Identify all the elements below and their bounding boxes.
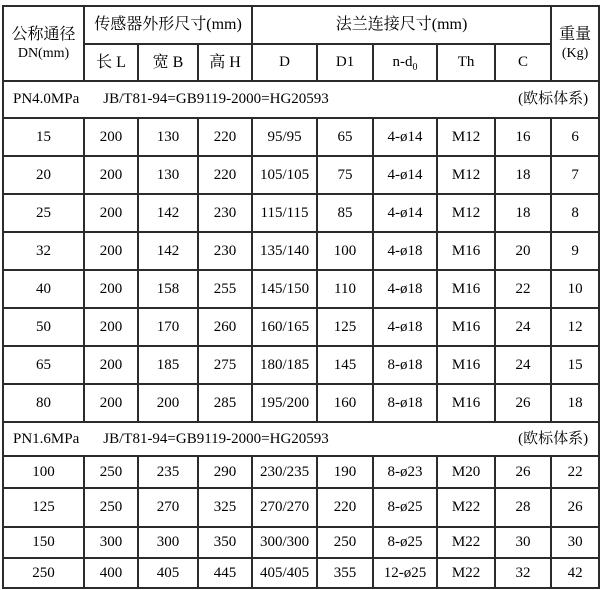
table-cell: 32 (3, 232, 84, 270)
table-row (3, 232, 599, 270)
table-cell: 290 (198, 456, 252, 488)
table-body (3, 81, 599, 588)
table-cell: 8-ø18 (373, 384, 437, 422)
table-cell: 170 (138, 308, 198, 346)
table-cell: 150 (3, 527, 84, 558)
table-cell: 4-ø18 (373, 308, 437, 346)
table-cell: M16 (437, 384, 495, 422)
table-cell: 235 (138, 456, 198, 488)
table-cell: 42 (551, 558, 599, 588)
table-row (3, 346, 599, 384)
col-header-d: D (252, 44, 317, 81)
table-cell: 405/405 (252, 558, 317, 588)
table-cell: 15 (551, 346, 599, 384)
table-cell: 8-ø25 (373, 527, 437, 558)
table-cell: 200 (84, 308, 138, 346)
table-cell: 405 (138, 558, 198, 588)
col-header-weight (551, 6, 599, 81)
table-cell: 4-ø18 (373, 270, 437, 308)
table-cell: 158 (138, 270, 198, 308)
table-cell: 28 (495, 488, 551, 527)
table-cell: 18 (495, 156, 551, 194)
table-cell: 200 (138, 384, 198, 422)
col-header-dn-line2: DN(mm) (17, 45, 70, 61)
table-cell: 400 (84, 558, 138, 588)
col-header-weight-line1: 重量 (559, 25, 592, 43)
table-cell: 230 (198, 232, 252, 270)
table-cell: 7 (551, 156, 599, 194)
table-cell: 115/115 (252, 194, 317, 232)
table-cell: 130 (138, 118, 198, 156)
table-cell: 355 (317, 558, 373, 588)
table-cell: 200 (84, 118, 138, 156)
col-header-dn-line1: 公称通径 (11, 25, 76, 43)
table-cell: 24 (495, 308, 551, 346)
table-cell: M16 (437, 270, 495, 308)
table-cell: 50 (3, 308, 84, 346)
table-cell: 135/140 (252, 232, 317, 270)
table-cell: 275 (198, 346, 252, 384)
col-group-sensor: 传感器外形尺寸(mm) (84, 6, 252, 44)
table-row (3, 456, 599, 488)
table-cell: 300/300 (252, 527, 317, 558)
table-cell: 350 (198, 527, 252, 558)
section-cell (3, 81, 599, 118)
table-cell: 8 (551, 194, 599, 232)
col-header-height: 高 H (198, 44, 252, 81)
table-cell: 100 (317, 232, 373, 270)
table-cell: 200 (84, 384, 138, 422)
spec-table (2, 5, 600, 589)
table-cell: 325 (198, 488, 252, 527)
table-cell: 220 (317, 488, 373, 527)
standard-system-note: (欧标体系) (518, 430, 589, 447)
table-cell: 8-ø25 (373, 488, 437, 527)
table-cell: 195/200 (252, 384, 317, 422)
table-row (3, 488, 599, 527)
table-cell: 145/150 (252, 270, 317, 308)
table-cell: 160/165 (252, 308, 317, 346)
table-cell: 445 (198, 558, 252, 588)
table-row (3, 527, 599, 558)
table-header (3, 6, 599, 81)
table-cell: 85 (317, 194, 373, 232)
table-cell: 12 (551, 308, 599, 346)
table-row (3, 270, 599, 308)
table-cell: 26 (551, 488, 599, 527)
table-cell: 285 (198, 384, 252, 422)
table-cell: 105/105 (252, 156, 317, 194)
table-cell: 18 (495, 194, 551, 232)
table-cell: 220 (198, 118, 252, 156)
table-cell: 200 (84, 270, 138, 308)
table-cell: 22 (495, 270, 551, 308)
table-cell: 260 (198, 308, 252, 346)
table-cell: 6 (551, 118, 599, 156)
section-row (3, 422, 599, 456)
table-cell: 4-ø14 (373, 156, 437, 194)
col-header-dn (3, 6, 84, 81)
table-cell: 200 (84, 346, 138, 384)
table-cell: 8-ø18 (373, 346, 437, 384)
table-cell: M22 (437, 527, 495, 558)
table-cell: 145 (317, 346, 373, 384)
table-row (3, 194, 599, 232)
table-cell: 22 (551, 456, 599, 488)
table-cell: 190 (317, 456, 373, 488)
table-cell: 4-ø14 (373, 194, 437, 232)
table-cell: M16 (437, 232, 495, 270)
table-cell: 40 (3, 270, 84, 308)
table-cell: 4-ø18 (373, 232, 437, 270)
table-cell: 15 (3, 118, 84, 156)
table-row (3, 156, 599, 194)
table-cell: 160 (317, 384, 373, 422)
table-cell: 95/95 (252, 118, 317, 156)
table-cell: 250 (317, 527, 373, 558)
col-header-d1: D1 (317, 44, 373, 81)
table-cell: M12 (437, 194, 495, 232)
table-cell: 230/235 (252, 456, 317, 488)
table-cell: 100 (3, 456, 84, 488)
table-row (3, 558, 599, 588)
table-cell: 20 (3, 156, 84, 194)
table-cell: 75 (317, 156, 373, 194)
table-cell: 65 (317, 118, 373, 156)
table-cell: 250 (3, 558, 84, 588)
header-row-columns (3, 44, 599, 81)
col-header-c: C (495, 44, 551, 81)
table-cell: 250 (84, 456, 138, 488)
table-cell: 200 (84, 156, 138, 194)
flange-standard-label: JB/T81-94=GB9119-2000=HG20593 (103, 91, 329, 108)
table-cell: 24 (495, 346, 551, 384)
table-cell: 250 (84, 488, 138, 527)
section-row (3, 81, 599, 118)
table-cell: 110 (317, 270, 373, 308)
col-header-nd0: $n-d_0$ (373, 44, 437, 81)
table-cell: 25 (3, 194, 84, 232)
table-cell: M20 (437, 456, 495, 488)
table-cell: M22 (437, 488, 495, 527)
table-cell: 9 (551, 232, 599, 270)
table-cell: 125 (3, 488, 84, 527)
table-cell: 185 (138, 346, 198, 384)
table-cell: 270/270 (252, 488, 317, 527)
table-cell: M12 (437, 118, 495, 156)
table-cell: 130 (138, 156, 198, 194)
table-cell: 26 (495, 456, 551, 488)
table-row (3, 384, 599, 422)
table-cell: 200 (84, 194, 138, 232)
table-cell: 200 (84, 232, 138, 270)
col-header-width: 宽 B (138, 44, 198, 81)
table-cell: 142 (138, 194, 198, 232)
table-cell: 220 (198, 156, 252, 194)
table-cell: 300 (138, 527, 198, 558)
table-cell: 65 (3, 346, 84, 384)
section-cell (3, 422, 599, 456)
table-cell: 180/185 (252, 346, 317, 384)
table-cell: 20 (495, 232, 551, 270)
table-cell: 255 (198, 270, 252, 308)
table-cell: 80 (3, 384, 84, 422)
table-cell: 26 (495, 384, 551, 422)
table-cell: 12-ø25 (373, 558, 437, 588)
table-row (3, 118, 599, 156)
table-cell: 18 (551, 384, 599, 422)
col-header-weight-line2: (Kg) (561, 45, 589, 61)
table-cell: 30 (551, 527, 599, 558)
table-cell: 8-ø23 (373, 456, 437, 488)
standard-system-note: (欧标体系) (518, 91, 589, 108)
col-header-length: 长 L (84, 44, 138, 81)
table-cell: M22 (437, 558, 495, 588)
table-cell: M16 (437, 346, 495, 384)
pressure-rating-label: PN4.0MPa (13, 91, 80, 108)
table-cell: 125 (317, 308, 373, 346)
table-cell: 10 (551, 270, 599, 308)
table-cell: 300 (84, 527, 138, 558)
table-row (3, 308, 599, 346)
header-row-groups (3, 6, 599, 44)
table-cell: 270 (138, 488, 198, 527)
table-cell: M12 (437, 156, 495, 194)
flange-standard-label: JB/T81-94=GB9119-2000=HG20593 (103, 430, 329, 447)
table-cell: 4-ø14 (373, 118, 437, 156)
table-cell: 142 (138, 232, 198, 270)
table-cell: 16 (495, 118, 551, 156)
table-cell: 230 (198, 194, 252, 232)
col-header-th: Th (437, 44, 495, 81)
table-cell: 32 (495, 558, 551, 588)
pressure-rating-label: PN1.6MPa (13, 430, 80, 447)
col-group-flange: 法兰连接尺寸(mm) (252, 6, 551, 44)
table-cell: M16 (437, 308, 495, 346)
table-cell: 30 (495, 527, 551, 558)
